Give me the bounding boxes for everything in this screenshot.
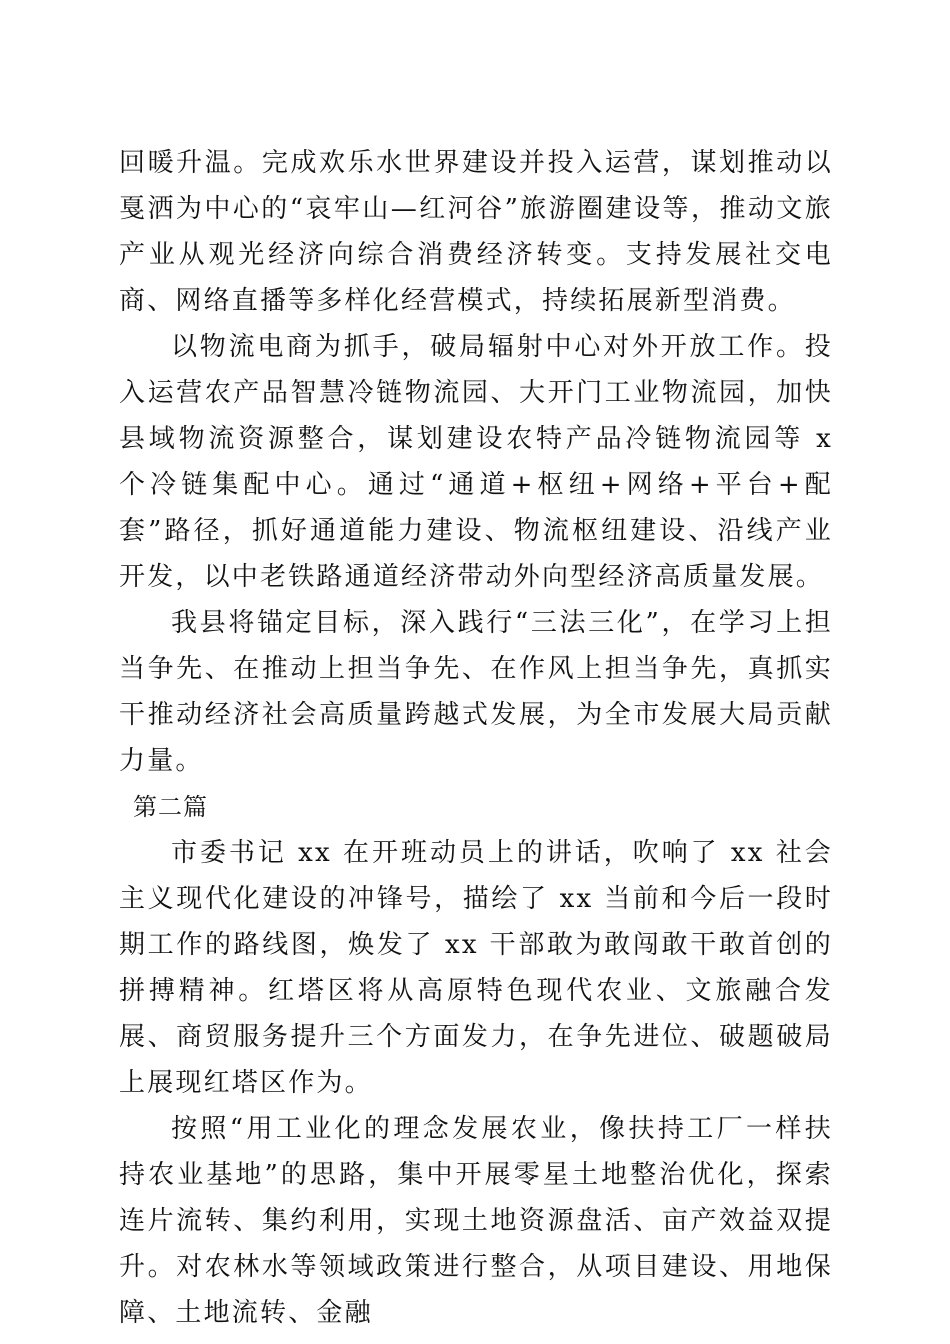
paragraph-logistics: 以物流电商为抓手，破局辐射中心对外开放工作。投入运营农产品智慧冷链物流园、大开门工业物流园，加快县域物流资源整合，谋划建设农特产品冷链物流园等 x 个冷链集配中心。通过“通道+枢纽+网络+平台+配套”路径，抓好通道能力建设、物流枢纽建设、沿线产业开发，以中老铁路通道经济带动外向型经济高质量发展。	[119, 332, 833, 592]
paragraph-continuation: 回暖升温。完成欢乐水世界建设并投入运营，谋划推动以戛洒为中心的“哀牢山—红河谷”旅游圈建设等，推动文旅产业从观光经济向综合消费经济转变。支持发展社交电商、网络直播等多样化经营模式，持续拓展新型消费。	[119, 148, 833, 316]
paragraph-agriculture: 按照“用工业化的理念发展农业，像扶持工厂一样扶持农业基地”的思路，集中开展零星土地整治优化，探索连片流转、集约利用，实现土地资源盘活、亩产效益双提升。对农林水等领域政策进行整合，从项目建设、用地保障、土地流转、金融	[119, 1114, 833, 1328]
paragraph-speech: 市委书记 xx 在开班动员上的讲话，吹响了 xx 社会主义现代化建设的冲锋号，描绘了 xx 当前和今后一段时期工作的路线图，焕发了 xx 干部敢为敢闯敢干敢首创的拼搏精神。红塔区将从高原特色现代农业、文旅融合发展、商贸服务提升三个方面发力，在争先进位、破题破局上展现红塔区作为。	[119, 838, 833, 1098]
section-title: 第二篇	[133, 793, 208, 821]
document-body	[119, 140, 833, 1336]
paragraph-conclusion: 我县将锚定目标，深入践行“三法三化”，在学习上担当争先、在推动上担当争先、在作风上担当争先，真抓实干推动经济社会高质量跨越式发展，为全市发展大局贡献力量。	[119, 608, 833, 776]
